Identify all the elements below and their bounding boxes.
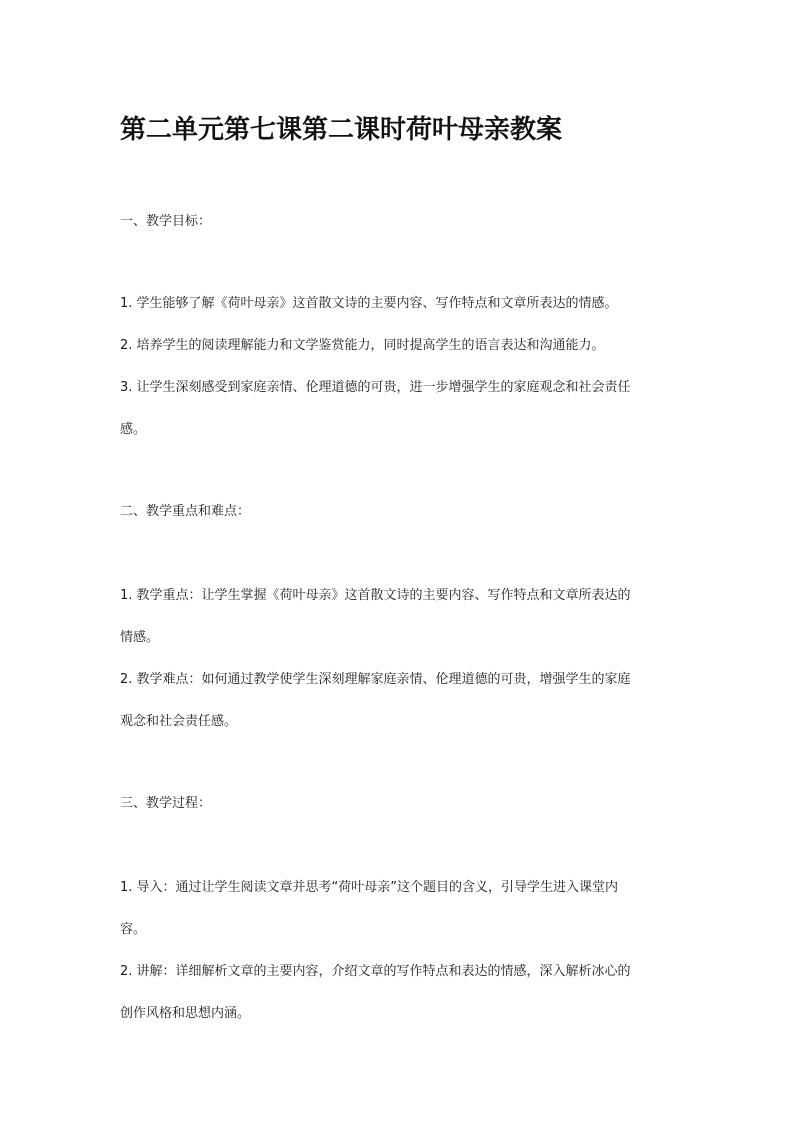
section-heading-process: 三、教学过程： bbox=[120, 796, 212, 811]
objective-item-2: 2. 培养学生的阅读理解能力和文学鉴赏能力，同时提高学生的语言表达和沟通能力。 bbox=[120, 338, 605, 353]
process-item-2-line-1: 2. 讲解：详细解析文章的主要内容，介绍文章的写作特点和表达的情感，深入解析冰心的 bbox=[120, 964, 631, 979]
process-item-1-line-1: 1. 导入：通过让学生阅读文章并思考“荷叶母亲”这个题目的含义，引导学生进入课堂内 bbox=[120, 880, 619, 895]
section-heading-objectives: 一、教学目标： bbox=[120, 214, 212, 229]
process-item-2-line-2: 创作风格和思想内涵。 bbox=[120, 1006, 251, 1021]
objective-item-1: 1. 学生能够了解《荷叶母亲》这首散文诗的主要内容、写作特点和文章所表达的情感。 bbox=[120, 296, 618, 311]
key-point-item-2-line-2: 观念和社会责任感。 bbox=[120, 714, 238, 729]
document-title: 第二单元第七课第二课时荷叶母亲教案 bbox=[120, 115, 563, 145]
objective-item-3-line-2: 感。 bbox=[120, 422, 147, 437]
key-point-item-1-line-1: 1. 教学重点：让学生掌握《荷叶母亲》这首散文诗的主要内容、写作特点和文章所表达的 bbox=[120, 588, 631, 603]
objective-item-3-line-1: 3. 让学生深刻感受到家庭亲情、伦理道德的可贵，进一步增强学生的家庭观念和社会责任 bbox=[120, 380, 631, 395]
process-item-1-line-2: 容。 bbox=[120, 922, 147, 937]
section-heading-key-points: 二、教学重点和难点： bbox=[120, 504, 251, 519]
key-point-item-1-line-2: 情感。 bbox=[120, 630, 160, 645]
key-point-item-2-line-1: 2. 教学难点：如何通过教学使学生深刻理解家庭亲情、伦理道德的可贵，增强学生的家庭 bbox=[120, 672, 631, 687]
